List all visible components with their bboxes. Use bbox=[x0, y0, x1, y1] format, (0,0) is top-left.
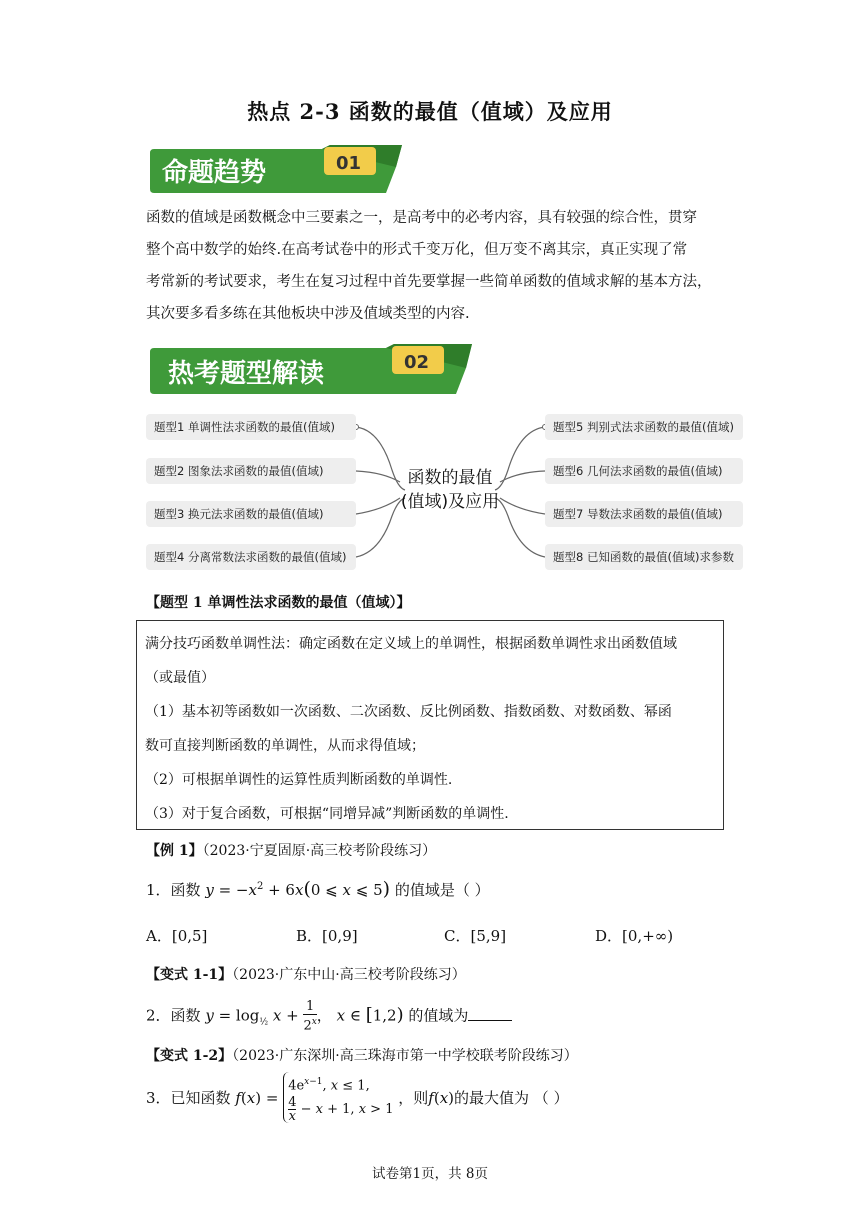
variant-source: （2023·广东中山·高三校考阶段练习） bbox=[232, 967, 466, 983]
math-var: y bbox=[205, 1006, 214, 1025]
option-value: [5,9] bbox=[470, 927, 507, 945]
option-d[interactable] bbox=[595, 925, 673, 946]
math-var: x bbox=[248, 881, 257, 899]
option-value: [0,9] bbox=[322, 927, 358, 945]
option-c[interactable] bbox=[444, 925, 506, 946]
mindmap-center bbox=[392, 466, 508, 514]
question-text: ，则 bbox=[398, 1089, 429, 1108]
tip-line: （1）基本初等函数如一次函数、二次函数、反比例函数、指数函数、对数函数、幂函 bbox=[145, 704, 672, 720]
option-label: C． bbox=[444, 927, 471, 945]
variant-header bbox=[146, 964, 466, 984]
trend-line: 其次要多看多练在其他板块中涉及值域类型的内容. bbox=[146, 306, 470, 322]
mindmap-node-2: 题型2 图象法求函数的最值(值域) bbox=[146, 458, 356, 484]
page-footer: 试卷第1页，共 8页 bbox=[372, 1166, 488, 1182]
mindmap-node-4: 题型4 分离常数法求函数的最值(值域) bbox=[146, 544, 356, 570]
piecewise-cases: $4e^{x-1}$, x ≤ 1, $\frac{4}{x}$ − x + 1, x > 1 bbox=[283, 1072, 393, 1123]
banner-number: 02 bbox=[404, 352, 430, 373]
mindmap-node-5: 题型5 判别式法求函数的最值(值域) bbox=[545, 414, 743, 440]
question-text: 的值域是（ ） bbox=[390, 881, 490, 899]
variant-header bbox=[146, 1045, 578, 1065]
tip-line: （或最值） bbox=[145, 670, 215, 686]
mindmap-center-line: (值域)及应用 bbox=[400, 492, 500, 512]
answer-blank[interactable] bbox=[468, 1008, 512, 1021]
tips-box bbox=[136, 620, 724, 830]
fraction: $\frac{1}{2^x}$ bbox=[303, 999, 317, 1034]
question-1: 1．函数 $y = -x^2 + 6x(0$ ⩽ x ⩽ 5) 的值域是（ ） bbox=[146, 878, 490, 900]
variant-tag: 【变式 1-1】 bbox=[146, 967, 233, 983]
math-var: x bbox=[342, 881, 351, 899]
option-label: A． bbox=[146, 927, 172, 945]
page-title: 热点 2-3 函数的最值（值域）及应用 bbox=[247, 99, 613, 124]
math-var: x bbox=[272, 1006, 282, 1025]
mindmap-node-8: 题型8 已知函数的最值(值域)求参数 bbox=[545, 544, 743, 570]
option-value: [0,5] bbox=[171, 927, 208, 945]
mindmap-node-7: 题型7 导数法求函数的最值(值域) bbox=[545, 501, 743, 527]
question-text: 2．函数 bbox=[146, 1006, 206, 1025]
trend-line: 整个高中数学的始终.在高考试卷中的形式千变万化，但万变不离其宗，真正实现了常 bbox=[146, 242, 688, 258]
option-b[interactable] bbox=[296, 925, 358, 946]
question-text: 的值域为 bbox=[408, 1006, 469, 1025]
banner-title: 命题趋势 bbox=[162, 158, 267, 188]
question-text: ， bbox=[316, 1006, 332, 1025]
question-text: 的最大值为 （ ） bbox=[454, 1089, 569, 1108]
option-value: [0,+∞) bbox=[622, 927, 674, 945]
variant-tag: 【变式 1-2】 bbox=[146, 1048, 233, 1064]
question-3 bbox=[146, 1072, 569, 1123]
banner-number: 01 bbox=[336, 153, 362, 174]
piecewise-lhs: f(x) = bbox=[235, 1088, 279, 1107]
option-a[interactable] bbox=[146, 925, 207, 946]
mindmap-node-1: 题型1 单调性法求函数的最值(值域) bbox=[146, 414, 356, 440]
trend-line: 考常新的考试要求，考生在复习过程中首先要掌握一些简单函数的值域求解的基本方法， bbox=[146, 274, 712, 290]
tip-line: （3）对于复合函数，可根据“同增异减”判断函数的单调性. bbox=[145, 806, 509, 822]
section-heading: 【题型 1 单调性法求函数的最值（值域）】 bbox=[146, 595, 411, 611]
question-formula: y bbox=[205, 881, 214, 899]
mindmap-node-6: 题型6 几何法求函数的最值(值域) bbox=[545, 458, 743, 484]
math-var: x bbox=[336, 1006, 346, 1025]
option-label: B． bbox=[296, 927, 323, 945]
mindmap-node-3: 题型3 换元法求函数的最值(值域) bbox=[146, 501, 356, 527]
option-label: D． bbox=[595, 927, 623, 945]
tip-line: 满分技巧函数单调性法：确定函数在定义域上的单调性，根据函数单调性求出函数值域 bbox=[145, 636, 677, 652]
banner-title: 热考题型解读 bbox=[168, 359, 325, 389]
question-text: 1．函数 bbox=[146, 881, 206, 899]
trend-line: 函数的值域是函数概念中三要素之一，是高考中的必考内容，具有较强的综合性，贯穿 bbox=[146, 210, 697, 226]
tip-line: 数可直接判断函数的单调性，从而求得值域； bbox=[145, 738, 425, 754]
example-header bbox=[146, 840, 436, 860]
variant-source: （2023·广东深圳·高三珠海市第一中学校联考阶段练习） bbox=[232, 1048, 578, 1064]
example-tag: 【例 1】 bbox=[146, 843, 203, 859]
mindmap-center-line: 函数的最值 bbox=[407, 468, 493, 488]
question-2: 2．函数 $y = \log_{\frac{1}{2}} x$ + $\frac{1}{2^x}$ ， x ∈ [1,2) 的值域为 bbox=[146, 1000, 512, 1033]
question-text: 3．已知函数 bbox=[146, 1089, 231, 1108]
math-func: f(x) bbox=[428, 1088, 455, 1107]
tip-line: （2）可根据单调性的运算性质判断函数的单调性. bbox=[145, 772, 453, 788]
example-source: （2023·宁夏固原·高三校考阶段练习） bbox=[202, 843, 437, 859]
math-var: x bbox=[294, 881, 304, 899]
